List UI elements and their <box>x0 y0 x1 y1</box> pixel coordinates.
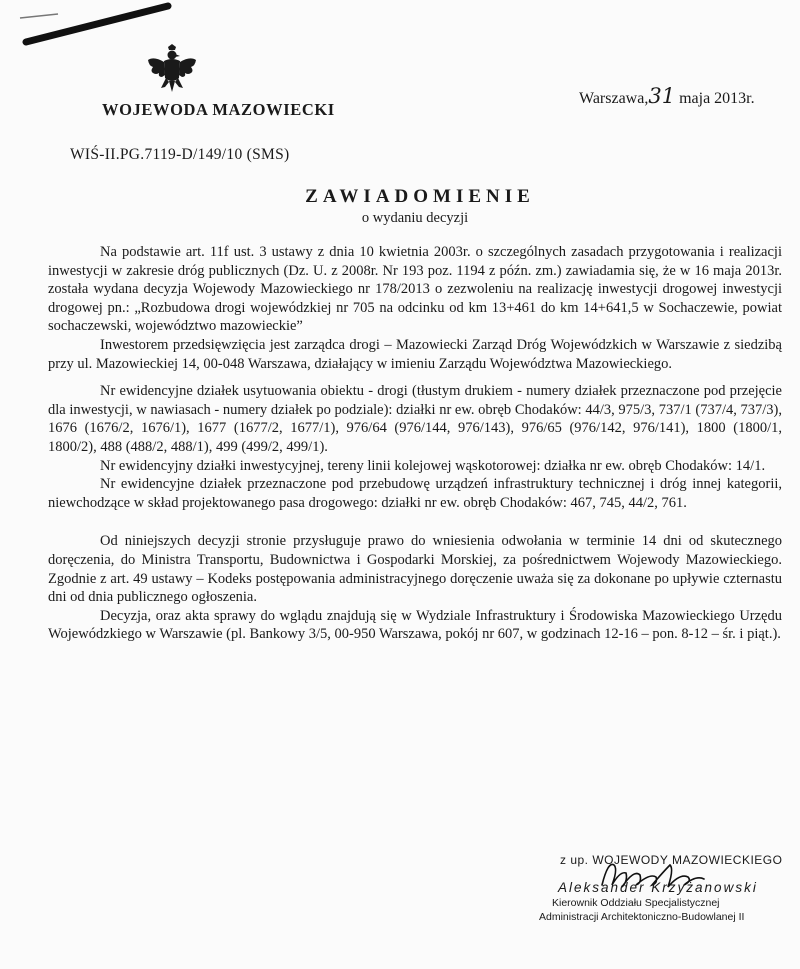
paragraph-legal-basis: Na podstawie art. 11f ust. 3 ustawy z dnia 10 kwietnia 2003r. o szczególnych zasadach przygotowania i realizacji inwestycji w zakresie dróg publicznych (Dz. U. z 2008r. Nr 193 poz. 1194 z późn. zm.) zawiadamia się, że w 16 maja 2013r. została wydana decyzja Wojewody Mazowieckiego nr 178/2013 o zezwoleniu na realizację inwestycji drogowej inwestycji drogowej pn.: „Rozbudowa drogi wojewódzkiej nr 705 na odcinku od km 13+461 do km 14+641,5 w Sochaczewie, powiat sochaczewski, województwo mazowieckie” <box>48 244 782 335</box>
paragraph-parcels-railway: Nr ewidencyjny działki inwestycyjnej, tereny linii kolejowej wąskotorowej: działka nr ew. obręb Chodaków: 14/1. <box>100 457 766 474</box>
signature-block <box>539 853 800 923</box>
signatory-position: Kierownik Oddziału Specjalistycznej <box>552 897 720 909</box>
paragraph-parcels-infrastructure: Nr ewidencyjne działek przeznaczone pod przebudowę urządzeń infrastruktury technicznej i dróg innej kategorii, niewchodzące w skład projektowanego pasa drogowego: działki nr ew. obręb Chodaków: 467, 745, 44/2, 761. <box>48 476 782 511</box>
paragraph-parcels-road: Nr ewidencyjne działek usytuowania obiektu - drogi (tłustym drukiem - numery działek przeznaczone pod przejęcie dla inwestycji, w nawiasach - numery działek po podziale): działki nr ew. obręb Chodaków: 44/3, 975/3, 737/1 (737/4, 737/3), 1676 (1676/2, 1676/1), 1677 (1677/2, 1677/1), 976/64 (976/144, 976/143), 976/65 (976/142, 976/141), 1800 (1800/1, 1800/2), 488 (488/2, 488/1), 499 (499/2, 499/1). <box>48 383 782 455</box>
date-day-handwritten: 31 <box>648 84 676 108</box>
place-and-date <box>579 84 755 108</box>
signature-on-behalf: z up. WOJEWODY MAZOWIECKIEGO <box>560 853 783 867</box>
signatory-department: Administracji Architektoniczno-Budowlanej II <box>539 911 745 923</box>
signatory-name: Aleksander Krzyżanowski <box>558 880 758 895</box>
reference-number: WIŚ-II.PG.7119-D/149/10 (SMS) <box>70 146 290 163</box>
paragraph-appeal: Od niniejszych decyzji stronie przysługuje prawo do wniesienia odwołania w terminie 14 dni od skutecznego doręczenia, do Ministra Transportu, Budownictwa i Gospodarki Morskiej, za pośrednictwem Wojewody Mazowieckiego. Zgodnie z art. 49 ustawy – Kodeks postępowania administracyjnego doręczenie uważa się za dokonane po upływie czternastu dni od dnia publicznego ogłoszenia. <box>48 533 782 606</box>
scan-artifact-mark <box>18 0 178 46</box>
issuing-authority: WOJEWODA MAZOWIECKI <box>102 100 335 119</box>
paragraph-investor: Inwestorem przedsięwzięcia jest zarządca drogi – Mazowiecki Zarząd Dróg Wojewódzkich w Warszawie z siedzibą przy ul. Mazowieckiej 14, 00-048 Warszawa, działający w imieniu Zarządu Województwa Mazowieckiego. <box>48 336 782 372</box>
city: Warszawa, <box>579 90 649 107</box>
paragraph-files-access: Decyzja, oraz akta sprawy do wglądu znajdują się w Wydziale Infrastruktury i Środowiska Mazowieckiego Urzędu Wojewódzkiego w Warszawie (pl. Bankowy 3/5, 00-950 Warszawa, pokój nr 607, w godzinach 12-16 – pon. 8-12 – śr. i piąt.). <box>48 607 782 643</box>
document-subtitle: o wydaniu decyzji <box>361 210 469 226</box>
date-month-year: maja 2013r. <box>679 90 755 107</box>
document-body <box>48 243 782 644</box>
polish-eagle-emblem-icon <box>146 44 198 94</box>
document-title: ZAWIADOMIENIE <box>305 186 535 207</box>
